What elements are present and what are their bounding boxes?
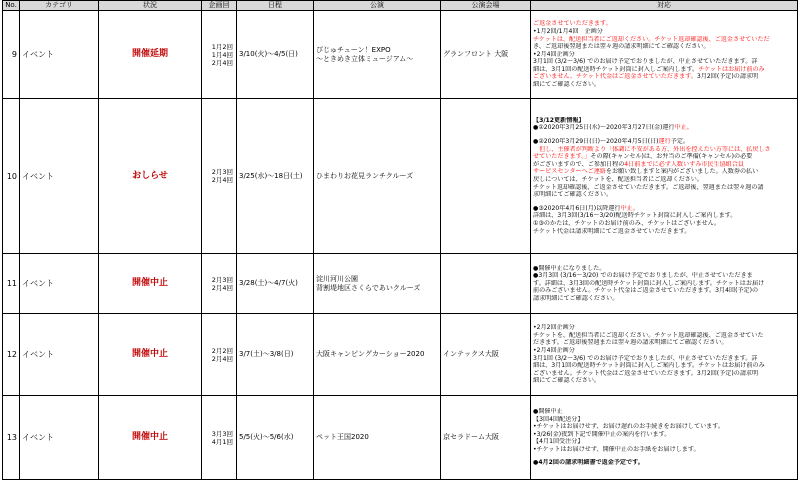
category-cell[interactable]: イベント bbox=[20, 99, 99, 254]
venue-cell[interactable] bbox=[441, 99, 531, 254]
performance-line: ～ときめき立体ミュージアム～ bbox=[316, 54, 414, 63]
response-line: 細にてご確認ください。 bbox=[533, 377, 601, 385]
venue-cell[interactable]: 京セラドーム大阪 bbox=[441, 396, 531, 480]
response-line: だきます。ご返却後翌週または翌々週の請求明細にてご確認ください。 bbox=[533, 339, 728, 347]
response-line: ●開催中止 bbox=[533, 407, 563, 415]
response-cell[interactable] bbox=[531, 11, 798, 99]
response-line: 請求明細にてご確認ください。 bbox=[533, 294, 619, 302]
performance-cell[interactable] bbox=[314, 11, 441, 99]
response-line: •2月4回企画分 bbox=[533, 346, 575, 354]
response-line: サービスセンターへご連絡をお願い致しますと案内がございました。人数券の払い bbox=[533, 168, 759, 176]
plan-entry: 1月2回 bbox=[211, 42, 233, 51]
performance-line: ペット王国2020 bbox=[316, 433, 369, 441]
row-number[interactable]: 11 bbox=[3, 254, 20, 314]
plan-cell[interactable] bbox=[202, 254, 237, 314]
response-line: •1月2回/1月4回 企画分 bbox=[533, 27, 603, 35]
performance-line: 大阪キャンピングカーショー2020 bbox=[316, 350, 425, 358]
response-cell[interactable] bbox=[531, 396, 798, 480]
header-row bbox=[3, 1, 798, 11]
response-line: ございません。チケット代金はご返金させていただきます。3月2回(予定)の請求明 bbox=[533, 73, 759, 81]
response-line: •チケットはお届けせず、開催中止のお手紙をお届けします。 bbox=[533, 445, 700, 453]
response-line: ●4月2回の請求明細書で返金予定です。 bbox=[533, 459, 644, 467]
header-schedule[interactable]: 日程 bbox=[237, 1, 314, 11]
response-line: 但し、主催者が判断より「体調に不安がある方、外出を控えたい方等には、払戻しさ bbox=[533, 145, 771, 153]
row-number[interactable]: 10 bbox=[3, 99, 20, 254]
row-number[interactable]: 9 bbox=[3, 11, 20, 99]
response-line: ●3月3回 (3/16～3/20) でのお届け予定でおりましたが、中止させていただきま bbox=[533, 272, 753, 280]
response-line: せていただきます。」その際(キャンセル)は、お弁当のご準備(キャンセル)の必要 bbox=[533, 153, 753, 161]
plan-entry: 2月4回 bbox=[211, 58, 233, 67]
category-cell[interactable]: イベント bbox=[20, 314, 99, 396]
schedule-cell[interactable]: 5/5(火)～5/6(水) bbox=[237, 396, 314, 480]
response-line: ●開催中止になりました。 bbox=[533, 264, 606, 272]
header-category[interactable]: カテゴリ bbox=[20, 1, 99, 11]
plan-entry: 2月2回 bbox=[211, 346, 233, 355]
performance-line: 淀川河川公園 bbox=[316, 274, 358, 283]
row-number[interactable]: 13 bbox=[3, 396, 20, 480]
response-line: ございません。チケット代金はご返金させていただきます。3月2回(予定)の請求明 bbox=[533, 369, 759, 377]
response-line: •チケットはお届けせず、お届け遅れのお手続きをお届けしています。 bbox=[533, 423, 724, 431]
plan-cell[interactable] bbox=[202, 396, 237, 480]
response-line: 【3回4回配送分】 bbox=[533, 415, 584, 423]
response-line: がございますので、ご参加日程の4日前までに必ず人数いずみ市民生協組合員 bbox=[533, 160, 744, 168]
row-number[interactable]: 12 bbox=[3, 314, 20, 396]
response-line: ①③のかたは、チケットのお届け前のみ、チケットはございません。 bbox=[533, 219, 721, 227]
status-cell[interactable]: 開催中止 bbox=[99, 254, 202, 314]
table-row bbox=[3, 11, 798, 99]
plan-entry: 4月1回 bbox=[211, 437, 233, 446]
performance-cell[interactable] bbox=[314, 99, 441, 254]
response-cell[interactable] bbox=[531, 99, 798, 254]
plan-entry: 3月3回 bbox=[211, 429, 233, 438]
response-line: ●②2020年3月29日(日)～2020年4月5日(日)運行予定。 bbox=[533, 138, 690, 146]
response-line: ●①2020年3月25日(水)～2020年3月27日(金)運行中止。 bbox=[533, 124, 693, 132]
schedule-cell[interactable]: 3/10(火)～4/5(日) bbox=[237, 11, 314, 99]
response-cell[interactable] bbox=[531, 314, 798, 396]
schedule-cell[interactable]: 3/28(土)～4/7(火) bbox=[237, 254, 314, 314]
performance-line: ぴじゅチューン！EXPO bbox=[316, 45, 391, 54]
response-line: 細は、3月1回の配送時チケット封筒に封入しご案内します。チケットはお届け前のみ bbox=[533, 65, 765, 73]
table-row bbox=[3, 254, 798, 314]
venue-cell[interactable]: グランフロント 大阪 bbox=[441, 11, 531, 99]
response-line: 【4月1回受注分】 bbox=[533, 438, 584, 446]
header-response[interactable]: 対応 bbox=[531, 1, 798, 11]
performance-cell[interactable] bbox=[314, 314, 441, 396]
response-line: チケットを、配送担当者にご返却ください。チケット返却確認後、ご返金させていた bbox=[533, 331, 764, 339]
table-row bbox=[3, 396, 798, 480]
status-cell[interactable]: 開催中止 bbox=[99, 396, 202, 480]
status-cell[interactable]: 開催中止 bbox=[99, 314, 202, 396]
response-line: ご返金させていただきます。 bbox=[533, 20, 612, 28]
response-line: 細は、3月1回の配送時チケット封筒に封入しご案内します。チケットはお届け前のみ bbox=[533, 362, 765, 370]
table-row bbox=[3, 99, 798, 254]
schedule-cell[interactable]: 3/25(水)～18日(土) bbox=[237, 99, 314, 254]
plan-cell[interactable] bbox=[202, 99, 237, 254]
plan-entry: 1月4回 bbox=[211, 50, 233, 59]
plan-entry: 2月4回 bbox=[211, 354, 233, 363]
response-line: 前のみございません。チケット代金はご返金させていただきます。3月4回(予定)の bbox=[533, 287, 759, 295]
category-cell[interactable]: イベント bbox=[20, 11, 99, 99]
table-row bbox=[3, 314, 798, 396]
header-plan[interactable]: 企画回 bbox=[202, 1, 237, 11]
plan-entry: 2月3回 bbox=[211, 275, 233, 284]
response-line: 3月1回 (3/2～3/6) でのお届け予定でおりましたが、中止させていただきます。詳 bbox=[533, 354, 758, 362]
category-cell[interactable]: イベント bbox=[20, 254, 99, 314]
performance-cell[interactable] bbox=[314, 254, 441, 314]
response-cell[interactable] bbox=[531, 254, 798, 314]
category-cell[interactable]: イベント bbox=[20, 396, 99, 480]
venue-cell[interactable] bbox=[441, 254, 531, 314]
response-line: き、ご返却後翌週または翌々週の請求明細にてご確認ください。 bbox=[533, 43, 710, 51]
schedule-cell[interactable]: 3/7(土)～3/8(日) bbox=[237, 314, 314, 396]
plan-entry: 2月4回 bbox=[211, 283, 233, 292]
response-line: •2月4回企画分 bbox=[533, 50, 575, 58]
response-line: •3/26(金)夜到下記で開催中止の案内を行います。 bbox=[533, 430, 671, 438]
venue-cell[interactable]: インテックス大阪 bbox=[441, 314, 531, 396]
header-venue[interactable]: 公演会場 bbox=[441, 1, 531, 11]
status-cell[interactable]: 開催延期 bbox=[99, 11, 202, 99]
plan-cell[interactable] bbox=[202, 11, 237, 99]
response-line: 求明細にてご確認ください。 bbox=[533, 191, 613, 199]
status-cell[interactable]: おしらせ bbox=[99, 99, 202, 254]
performance-line: ひまわりお花見ランチクルーズ bbox=[316, 171, 414, 180]
response-line: 【3/12更新情報】 bbox=[533, 116, 585, 124]
header-status[interactable]: 状況 bbox=[99, 1, 202, 11]
response-line: 戻しについては、チケットを、配送担当者にご返却ください。 bbox=[533, 176, 703, 183]
response-line: •2月2回企画分 bbox=[533, 324, 575, 332]
response-line: 細にてご確認ください。 bbox=[533, 81, 601, 89]
response-line: す。詳細は、3月3回の配送時チケット封筒に封入しご案内します。チケットはお届け bbox=[533, 279, 765, 287]
response-line: 詳細は、3月3回(3/16～3/20)配送時チケット封筒に封入しご案内します。 bbox=[533, 212, 737, 220]
header-no[interactable]: No. bbox=[3, 1, 20, 11]
response-line: チケットは、配送担当者にご返却ください。チケット返却確認後、ご返金させていただ bbox=[533, 35, 770, 43]
event-table bbox=[2, 0, 798, 480]
performance-cell[interactable] bbox=[314, 396, 441, 480]
plan-entry: 2月3回 bbox=[211, 168, 233, 176]
plan-cell[interactable] bbox=[202, 314, 237, 396]
header-performance[interactable]: 公演 bbox=[314, 1, 441, 11]
performance-line: 背割堤地区さくらであいクルーズ bbox=[316, 283, 421, 292]
response-line: ●③2020年4月6日(月)以降運行中止。 bbox=[533, 204, 639, 212]
plan-entry: 2月4回 bbox=[211, 176, 233, 184]
response-line: 3月1回 (3/2～3/6) でのお届け予定でおりましたが、中止させていただきます。詳 bbox=[533, 58, 758, 66]
response-line: チケット返却確認後、ご返金させていただきます。ご返却後、翌週または翌々週の請 bbox=[533, 183, 764, 191]
response-line: チケット代金は請求明細にてご返金させていただきます。 bbox=[533, 227, 691, 235]
